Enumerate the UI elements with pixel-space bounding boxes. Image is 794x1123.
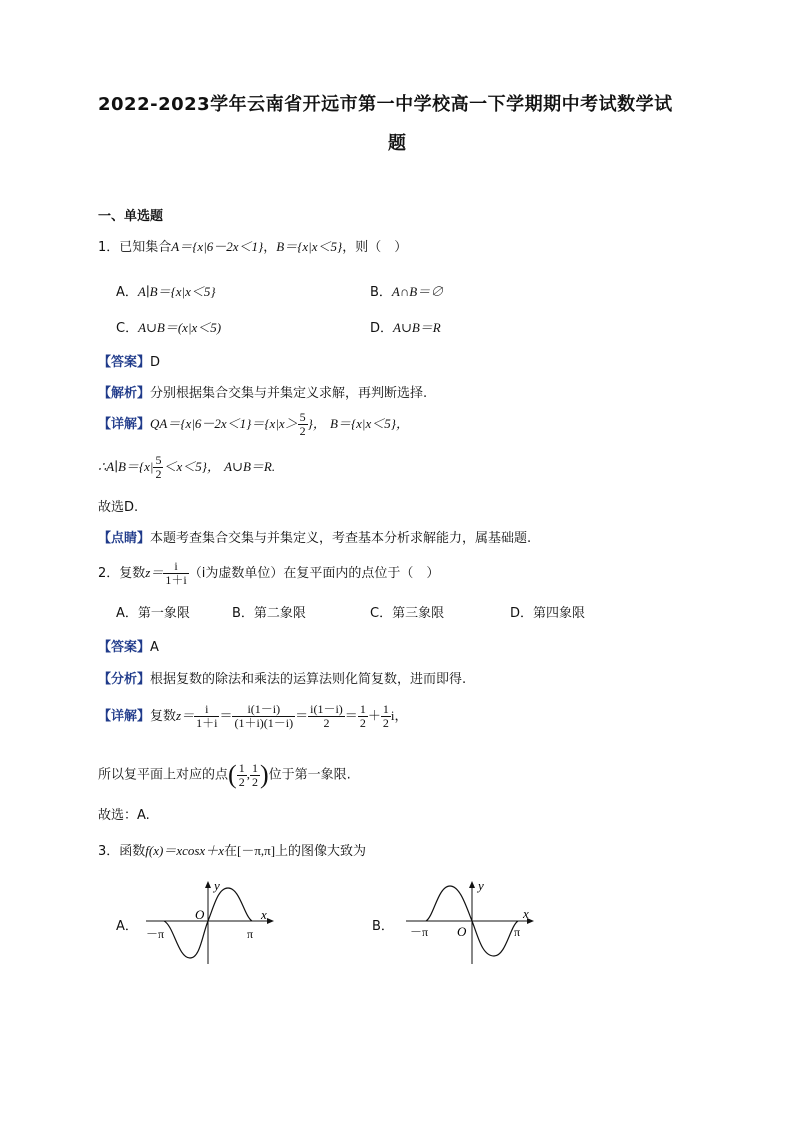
- frac-num: 1: [238, 760, 245, 775]
- q1-stem-text: 已知集合: [119, 240, 172, 255]
- q2-option-b: B．第二象限: [232, 606, 306, 621]
- q1-comma: ，: [263, 240, 277, 255]
- frac-num: i(1－i): [310, 702, 343, 716]
- q1-option-c: [116, 317, 221, 336]
- q1-line2-part3: A∪B＝R.: [224, 459, 276, 474]
- q2-detail-frac1: [194, 703, 219, 730]
- q3-stem: [98, 840, 366, 859]
- q1-line2-part1: ∴A∣B＝{x|: [98, 459, 154, 474]
- frac-num: 1: [382, 702, 389, 716]
- equals-sign: ＝: [295, 708, 309, 723]
- axis-y-label: y: [478, 878, 484, 893]
- right-paren: ): [259, 760, 269, 789]
- q2-fraction: [163, 560, 188, 587]
- q1-detail-part1: QA＝{x|6－2x＜1}＝{x|x＞: [150, 416, 298, 431]
- page-title-line1: 2022-2023学年云南省开远市第一中学校高一下学期期中考试数学试: [98, 94, 673, 115]
- frac-den: 1＋i: [196, 716, 218, 730]
- x-axis-arrow: [267, 918, 274, 924]
- q2-detail-end: i，: [390, 708, 408, 723]
- q1-option-c-label: C．: [116, 321, 139, 336]
- q2-option-c: C．第三象限: [370, 606, 445, 621]
- origin-label: O: [195, 907, 205, 922]
- frac-den: 2: [238, 774, 245, 789]
- q2-answer-value: A: [150, 640, 159, 655]
- equals-sign: ＝: [219, 708, 233, 723]
- fenxi-tag: 【分析】: [98, 672, 151, 687]
- q1-option-a: [116, 281, 216, 300]
- q1-number: 1．: [98, 240, 120, 255]
- frac-num: i: [194, 703, 219, 717]
- q1-answer: [98, 351, 160, 370]
- left-paren: (: [228, 760, 237, 789]
- origin-label: O: [457, 924, 467, 939]
- page-title-line2: 题: [388, 133, 407, 154]
- q1-option-a-label: A．: [116, 285, 138, 300]
- frac-den: 2: [251, 774, 258, 789]
- q3-interval: [－π,π]: [237, 843, 276, 858]
- q1-detail: [98, 411, 409, 438]
- q2-option-a: A．第一象限: [116, 606, 190, 621]
- q2-frac-den: 1＋i: [165, 573, 187, 587]
- frac-den: 2: [323, 716, 330, 730]
- q2-point: [98, 760, 351, 790]
- section-heading: 一、单选题: [98, 209, 164, 224]
- plus-sign: ＋: [367, 708, 381, 723]
- analysis-tag: 【解析】: [98, 386, 151, 401]
- pi-label: π: [514, 925, 521, 939]
- q2-detail-text: 复数: [150, 709, 177, 724]
- q1-option-c-text: A∪B＝(x|x＜5): [138, 320, 222, 335]
- q3-graph-a: [140, 876, 280, 968]
- q3-stem-end: 上的图像大致为: [275, 844, 367, 859]
- q1-line2-part2: ＜x＜5}，: [163, 459, 220, 474]
- frac-num: i(1－i): [232, 703, 295, 717]
- detail-tag: 【详解】: [98, 417, 151, 432]
- q1-detail-frac-num: 5: [299, 410, 306, 424]
- q2-analysis-text: 根据复数的除法和乘法的运算法则化简复数，进而即得.: [150, 672, 467, 687]
- q3-stem-mid: 在: [223, 844, 237, 859]
- q3-stem-text: 函数: [119, 844, 146, 859]
- q3-graph-b: [400, 876, 540, 968]
- q1-option-d: [370, 317, 441, 336]
- q2-conclusion: 故选：A.: [98, 808, 150, 823]
- q2-detail-frac2: [232, 703, 295, 730]
- frac-den: 2: [359, 716, 366, 730]
- q3-number: 3．: [98, 844, 120, 859]
- q2-stem-text: 复数: [119, 566, 146, 581]
- pi-label: π: [247, 927, 254, 941]
- comment-tag: 【点睛】: [98, 531, 151, 546]
- detail-tag: 【详解】: [98, 709, 151, 724]
- q1-option-b-text: A∩B＝∅: [391, 284, 444, 299]
- q2-answer: [98, 636, 159, 655]
- q1-set-a: A＝{x|6－2x＜1}: [171, 239, 264, 254]
- q1-option-b-label: B．: [370, 285, 392, 300]
- q2-point-frac2: [250, 762, 260, 789]
- q1-detail-part2: }，: [307, 416, 326, 431]
- q1-detail-line2: [98, 454, 275, 481]
- q2-detail: [98, 703, 407, 730]
- frac-den: (1＋i)(1－i): [234, 716, 294, 730]
- q1-line2-frac-num: 5: [155, 453, 162, 467]
- frac-den: 2: [382, 716, 389, 730]
- q2-point-frac1: [237, 762, 247, 789]
- y-axis-arrow: [205, 881, 211, 888]
- q2-detail-frac3: [308, 703, 345, 730]
- q1-comment-text: 本题考查集合交集与并集定义，考查基本分析求解能力，属基础题.: [150, 531, 532, 546]
- q2-frac-num: i: [163, 560, 188, 574]
- q1-answer-value: D: [150, 355, 161, 370]
- answer-tag: 【答案】: [98, 640, 151, 655]
- q2-point-end: 位于第一象限.: [268, 767, 351, 783]
- frac-num: 1: [251, 760, 258, 775]
- q1-conclusion: 故选D.: [98, 500, 139, 515]
- q2-detail-frac4: [358, 703, 368, 730]
- neg-pi-label: －π: [410, 925, 429, 939]
- q2-stem-end: （i为虚数单位）在复平面内的点位于（ ）: [188, 566, 440, 581]
- q2-point-text: 所以复平面上对应的点: [98, 767, 229, 783]
- answer-tag: 【答案】: [98, 355, 151, 370]
- q2-analysis: [98, 668, 466, 687]
- equals-sign: ＝: [344, 708, 358, 723]
- q1-line2-frac-den: 2: [155, 467, 162, 481]
- q2-z: z＝: [145, 565, 164, 580]
- q1-detail-frac-den: 2: [299, 424, 306, 438]
- q3-graph-a-label: A．: [116, 919, 138, 934]
- axis-x-label: x: [523, 906, 529, 921]
- q1-option-d-text: A∪B＝R: [393, 320, 441, 335]
- q1-set-b: B＝{x|x＜5}: [276, 239, 343, 254]
- q1-option-b: [370, 281, 443, 300]
- frac-num: 1: [359, 702, 366, 716]
- q1-line2-fraction: [153, 454, 163, 481]
- q2-stem: [98, 560, 439, 587]
- comma: ,: [246, 766, 250, 782]
- q1-stem: [98, 236, 407, 255]
- axis-y-label: y: [214, 878, 220, 893]
- q1-option-d-label: D．: [370, 321, 394, 336]
- q3-graph-b-label: B．: [372, 919, 394, 934]
- q1-option-a-text: A∣B＝{x|x＜5}: [137, 284, 216, 299]
- q2-number: 2．: [98, 566, 120, 581]
- q1-analysis: [98, 382, 427, 401]
- y-axis-arrow: [469, 881, 475, 888]
- q2-detail-z: z＝: [176, 708, 195, 723]
- axis-x-label: x: [261, 907, 267, 922]
- q2-option-d: D．第四象限: [510, 606, 586, 621]
- q1-stem-end: ，则（ ）: [342, 240, 408, 255]
- q2-detail-frac5: [381, 703, 391, 730]
- q1-comment: [98, 527, 531, 546]
- q1-detail-part3: B＝{x|x＜5}，: [330, 416, 409, 431]
- q1-analysis-text: 分别根据集合交集与并集定义求解，再判断选择.: [150, 386, 428, 401]
- q3-function: f(x)＝xcosx＋x: [145, 843, 224, 858]
- q1-detail-fraction: [298, 411, 308, 438]
- neg-pi-label: －π: [146, 927, 165, 941]
